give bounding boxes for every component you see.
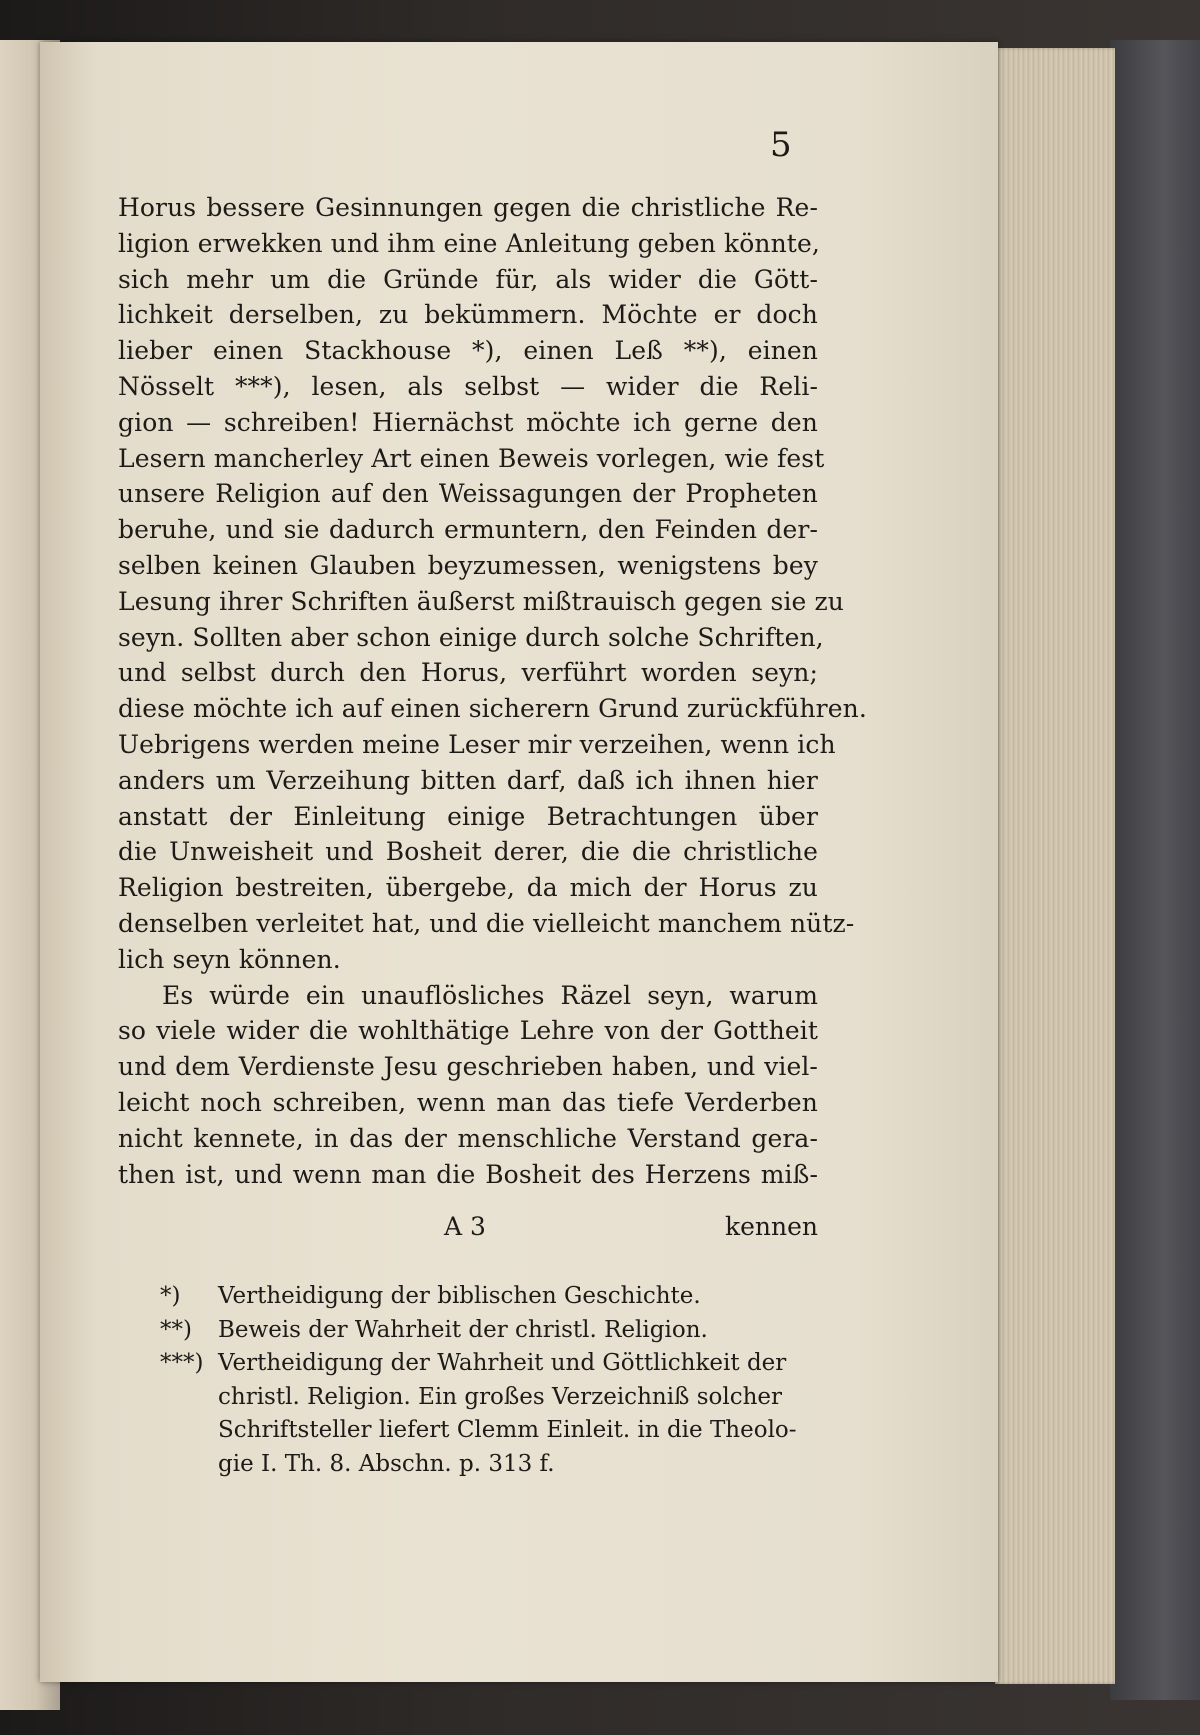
body-text bbox=[118, 190, 867, 1192]
footnote-continuation: christl. Religion. Ein großes Verzeichniß solcher bbox=[218, 1383, 783, 1410]
text-line: ligion erwekken und ihm eine Anleitung geben könnte, bbox=[118, 228, 820, 258]
text-line: Es würde ein unauflösliches Räzel seyn, warum bbox=[162, 980, 818, 1010]
footnotes bbox=[160, 1280, 820, 1481]
text-line: lieber einen Stackhouse *), einen Leß **), einen bbox=[118, 336, 818, 366]
text-line: denselben verleitet hat, und die vielleicht manchem nütz- bbox=[118, 908, 855, 938]
text-line: und selbst durch den Horus, verführt worden seyn; bbox=[118, 658, 818, 688]
text-line: anstatt der Einleitung einige Betrachtungen über bbox=[118, 801, 818, 831]
text-line: unsere Religion auf den Weissagungen der Propheten bbox=[118, 479, 818, 509]
footnote-text: Beweis der Wahrheit der christl. Religion. bbox=[218, 1316, 708, 1343]
text-line: Religion bestreiten, übergebe, da mich der Horus zu bbox=[118, 873, 818, 903]
text-line: lich seyn können. bbox=[118, 944, 341, 974]
text-line: Uebrigens werden meine Leser mir verzeihen, wenn ich bbox=[118, 729, 836, 759]
page-number: 5 bbox=[770, 125, 792, 165]
text-line: leicht noch schreiben, wenn man das tiefe Verderben bbox=[118, 1087, 818, 1117]
footnote bbox=[160, 1280, 820, 1314]
text-line: selben keinen Glauben beyzumessen, wenigstens bey bbox=[118, 550, 818, 580]
footnote-continuation: gie I. Th. 8. Abschn. p. 313 f. bbox=[218, 1450, 555, 1477]
catchword: kennen bbox=[724, 1212, 818, 1241]
footnote-continuation: Schriftsteller liefert Clemm Einleit. in die Theolo- bbox=[218, 1417, 797, 1443]
footnote bbox=[160, 1347, 820, 1381]
signature-mark: A 3 bbox=[444, 1212, 486, 1241]
footnote bbox=[160, 1314, 820, 1348]
footnote-text: Vertheidigung der biblischen Geschichte. bbox=[218, 1283, 701, 1309]
footnote-mark: ***) bbox=[160, 1350, 204, 1376]
text-line: Horus bessere Gesinnungen gegen die christliche Re- bbox=[118, 193, 818, 222]
footnote-mark: **) bbox=[160, 1316, 192, 1343]
text-line: gion — schreiben! Hiernächst möchte ich gerne den bbox=[118, 407, 818, 437]
text-line: die Unweisheit und Bosheit derer, die die christliche bbox=[118, 837, 818, 867]
text-line: sich mehr um die Gründe für, als wider die Gött- bbox=[118, 264, 818, 294]
footnote-text: Vertheidigung der Wahrheit und Göttlichkeit der bbox=[218, 1350, 787, 1376]
footnote-mark: *) bbox=[160, 1283, 181, 1309]
text-line: so viele wider die wohlthätige Lehre von der Gottheit bbox=[118, 1016, 818, 1046]
text-line: seyn. Sollten aber schon einige durch solche Schriften, bbox=[118, 622, 824, 652]
text-line: anders um Verzeihung bitten darf, daß ich ihnen hier bbox=[118, 765, 818, 795]
text-line: lichkeit derselben, zu bekümmern. Möchte er doch bbox=[118, 300, 818, 330]
book-cover-right bbox=[1110, 40, 1200, 1700]
text-line: diese möchte ich auf einen sicherern Grund zurückführen. bbox=[118, 694, 867, 724]
page-stack-edge bbox=[995, 48, 1115, 1684]
text-line: Lesung ihrer Schriften äußerst mißtrauisch gegen sie zu bbox=[118, 586, 844, 616]
text-line: beruhe, und sie dadurch ermuntern, den Feinden der- bbox=[118, 515, 818, 545]
text-line: Lesern mancherley Art einen Beweis vorlegen, wie fest bbox=[118, 443, 825, 473]
text-line: then ist, und wenn man die Bosheit des Herzens miß- bbox=[118, 1159, 818, 1189]
text-line: und dem Verdienste Jesu geschrieben haben, und viel- bbox=[118, 1052, 818, 1082]
text-line: nicht kennete, in das der menschliche Verstand gera- bbox=[118, 1123, 818, 1153]
text-line: Nösselt ***), lesen, als selbst — wider die Reli- bbox=[118, 371, 818, 401]
